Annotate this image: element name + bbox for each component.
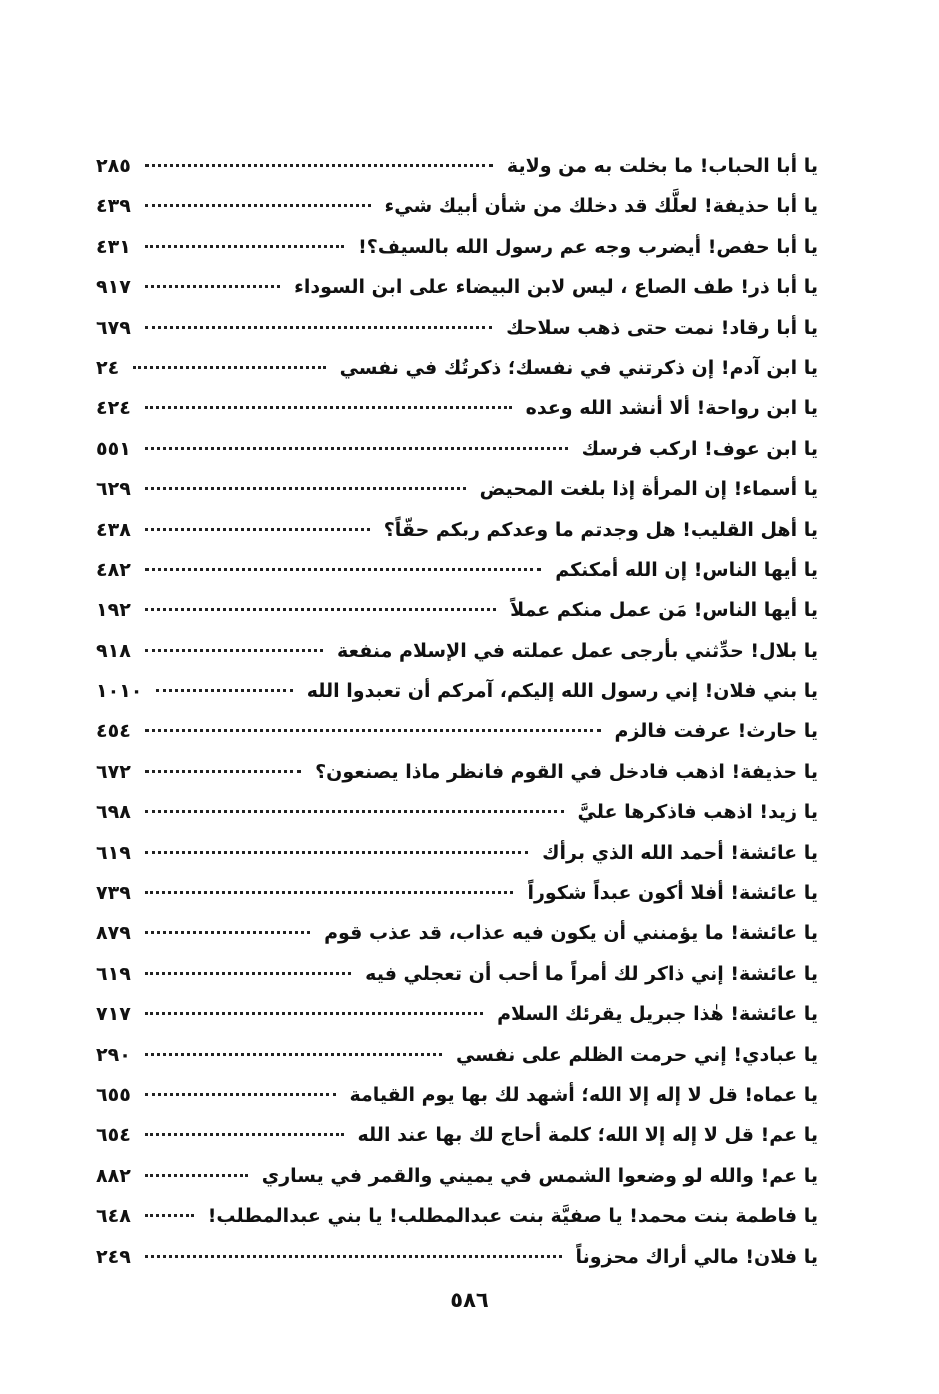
entry-page-number: ٦١٩: [96, 962, 131, 985]
entry-text: يا أبا ذر! طف الصاع ، ليس لابن البيضاء على ابن السوداء: [294, 276, 818, 299]
entry-text: يا زيد! اذهب فاذكرها عليَّ: [577, 801, 818, 824]
index-entry: [96, 1156, 818, 1196]
dot-leader: [133, 366, 325, 369]
entry-page-number: ٧١٧: [96, 1003, 131, 1026]
entry-page-number: ٦٥٥: [96, 1083, 131, 1106]
dot-leader: [145, 1214, 194, 1217]
index-entry: [96, 1115, 818, 1155]
entry-text: يا عائشة! ما يؤمنني أن يكون فيه عذاب، قد عذب قوم: [324, 922, 818, 945]
index-entry: [96, 429, 818, 469]
index-entry: [96, 388, 818, 428]
dot-leader: [145, 972, 351, 975]
entry-page-number: ٤٨٢: [96, 558, 131, 581]
index-entry: [96, 752, 818, 792]
entry-page-number: ٧٣٩: [96, 882, 131, 905]
index-entry: [96, 550, 818, 590]
entry-text: يا ابن رواحة! ألا أنشد الله وعده: [525, 397, 818, 420]
entry-text: يا بني فلان! إني رسول الله إليكم، آمركم أن تعبدوا الله: [306, 680, 818, 703]
dot-leader: [145, 245, 344, 248]
index-entry: [96, 1075, 818, 1115]
index-entry: [96, 308, 818, 348]
dot-leader: [145, 1093, 336, 1096]
entry-text: يا عائشة! هٰذا جبريل يقرئك السلام: [497, 1003, 818, 1026]
entry-page-number: ٥٥١: [96, 437, 131, 460]
entry-text: يا فلان! مالي أراك محزوناً: [575, 1245, 818, 1268]
entry-text: يا أسماء! إن المرأة إذا بلغت المحيض: [479, 478, 818, 501]
index-entry: [96, 711, 818, 751]
index-entry: [96, 631, 818, 671]
index-entry: [96, 833, 818, 873]
dot-leader: [145, 285, 280, 288]
dot-leader: [145, 810, 564, 813]
entry-text: يا أبا رقاد! نمت حتى ذهب سلاحك: [506, 316, 818, 339]
entry-page-number: ٤٢٤: [96, 397, 131, 420]
dot-leader: [145, 729, 601, 732]
index-entry: [96, 469, 818, 509]
entry-text: يا أيها الناس! إن الله أمكنكم: [555, 558, 818, 581]
entry-text: يا بلال! حدِّثني بأرجى عمل عملته في الإسلام منفعة: [336, 639, 818, 662]
dot-leader: [145, 1255, 562, 1258]
entry-page-number: ٦٩٨: [96, 801, 131, 824]
index-entry: [96, 510, 818, 550]
index-entry: [96, 873, 818, 913]
dot-leader: [145, 649, 323, 652]
entry-text: يا ابن آدم! إن ذكرتني في نفسك؛ ذكرتُك في نفسي: [339, 356, 818, 379]
dot-leader: [145, 1053, 442, 1056]
entry-page-number: ٦٢٩: [96, 478, 131, 501]
entry-text: يا أهل القليب! هل وجدتم ما وعدكم ربكم حقّاً؟: [383, 518, 818, 541]
entry-text: يا عماه! قل لا إله إلا الله؛ أشهد لك بها يوم القيامة: [349, 1083, 818, 1106]
dot-leader: [145, 204, 371, 207]
index-entry: [96, 954, 818, 994]
entry-text: يا عم! قل لا إله إلا الله؛ كلمة أحاج لك بها عند الله: [357, 1124, 818, 1147]
entry-page-number: ٩١٨: [96, 639, 131, 662]
dot-leader: [145, 447, 568, 450]
dot-leader: [145, 528, 370, 531]
dot-leader: [156, 689, 292, 692]
entry-text: يا ابن عوف! اركب فرسك: [581, 437, 818, 460]
entry-text: يا أيها الناس! مَن عمل منكم عملاً: [510, 599, 818, 622]
dot-leader: [145, 164, 493, 167]
entry-page-number: ٦٤٨: [96, 1205, 131, 1228]
entry-text: يا أبا حفص! أيضرب وجه عم رسول الله بالسيف؟!: [358, 235, 818, 258]
page-number: ٥٨٦: [450, 1288, 489, 1312]
entry-page-number: ١٩٢: [96, 599, 131, 622]
dot-leader: [145, 487, 466, 490]
dot-leader: [145, 1174, 248, 1177]
entry-text: يا عم! والله لو وضعوا الشمس في يميني والقمر في يساري: [261, 1164, 818, 1187]
index-entry: [96, 1237, 818, 1277]
dot-leader: [145, 406, 512, 409]
index-entry: [96, 792, 818, 832]
dot-leader: [145, 1012, 483, 1015]
index-entry: [96, 348, 818, 388]
dot-leader: [145, 568, 541, 571]
index-entry: [96, 994, 818, 1034]
entry-page-number: ٢٩٠: [96, 1043, 131, 1066]
entry-text: يا حذيفة! اذهب فادخل في القوم فانظر ماذا يصنعون؟: [315, 760, 818, 783]
entry-page-number: ٤٥٤: [96, 720, 131, 743]
entry-page-number: ٦٥٤: [96, 1124, 131, 1147]
entry-page-number: ٨٨٢: [96, 1164, 131, 1187]
index-entry: [96, 1035, 818, 1075]
entry-text: يا عائشة! إني ذاكر لك أمراً ما أحب أن تعجلي فيه: [365, 962, 818, 985]
entry-text: يا عائشة! أفلا أكون عبداً شكوراً: [527, 882, 818, 905]
entry-page-number: ٦٧٩: [96, 316, 131, 339]
index-entry: [96, 186, 818, 226]
entry-page-number: ١٠١٠: [96, 680, 143, 703]
index-entry: [96, 146, 818, 186]
index-entry: [96, 1196, 818, 1236]
index-entry: [96, 913, 818, 953]
entry-text: يا أبا حذيفة! لعلَّك قد دخلك من شأن أبيك شيء: [384, 195, 818, 218]
entry-page-number: ٢٤: [96, 356, 120, 379]
dot-leader: [145, 851, 528, 854]
dot-leader: [145, 1133, 344, 1136]
index-entry: [96, 267, 818, 307]
entry-text: يا فاطمة بنت محمد! يا صفيَّة بنت عبدالمطلب! يا بني عبدالمطلب!: [207, 1205, 818, 1228]
index-entry: [96, 227, 818, 267]
dot-leader: [145, 770, 301, 773]
entry-page-number: ٨٧٩: [96, 922, 131, 945]
entry-text: يا عائشة! أحمد الله الذي برأك: [542, 841, 818, 864]
dot-leader: [145, 931, 310, 934]
entry-text: يا حارث! عرفت فالزم: [614, 720, 818, 743]
entry-page-number: ٤٣٩: [96, 195, 131, 218]
index-entry: [96, 590, 818, 630]
entry-page-number: ٩١٧: [96, 276, 131, 299]
entry-page-number: ٢٤٩: [96, 1245, 131, 1268]
entry-text: يا أبا الحباب! ما بخلت به من ولاية: [506, 155, 818, 177]
dot-leader: [145, 608, 496, 611]
entry-page-number: ٤٣١: [96, 235, 131, 258]
dot-leader: [145, 891, 514, 894]
index-entry: [96, 671, 818, 711]
entry-page-number: ٦١٩: [96, 841, 131, 864]
entry-page-number: ٦٧٢: [96, 760, 131, 783]
entry-page-number: ٤٣٨: [96, 518, 131, 541]
entry-page-number: ٢٨٥: [96, 155, 131, 177]
hadith-index-list: [96, 146, 818, 1277]
dot-leader: [145, 326, 492, 329]
entry-text: يا عبادي! إني حرمت الظلم على نفسي: [455, 1043, 818, 1066]
